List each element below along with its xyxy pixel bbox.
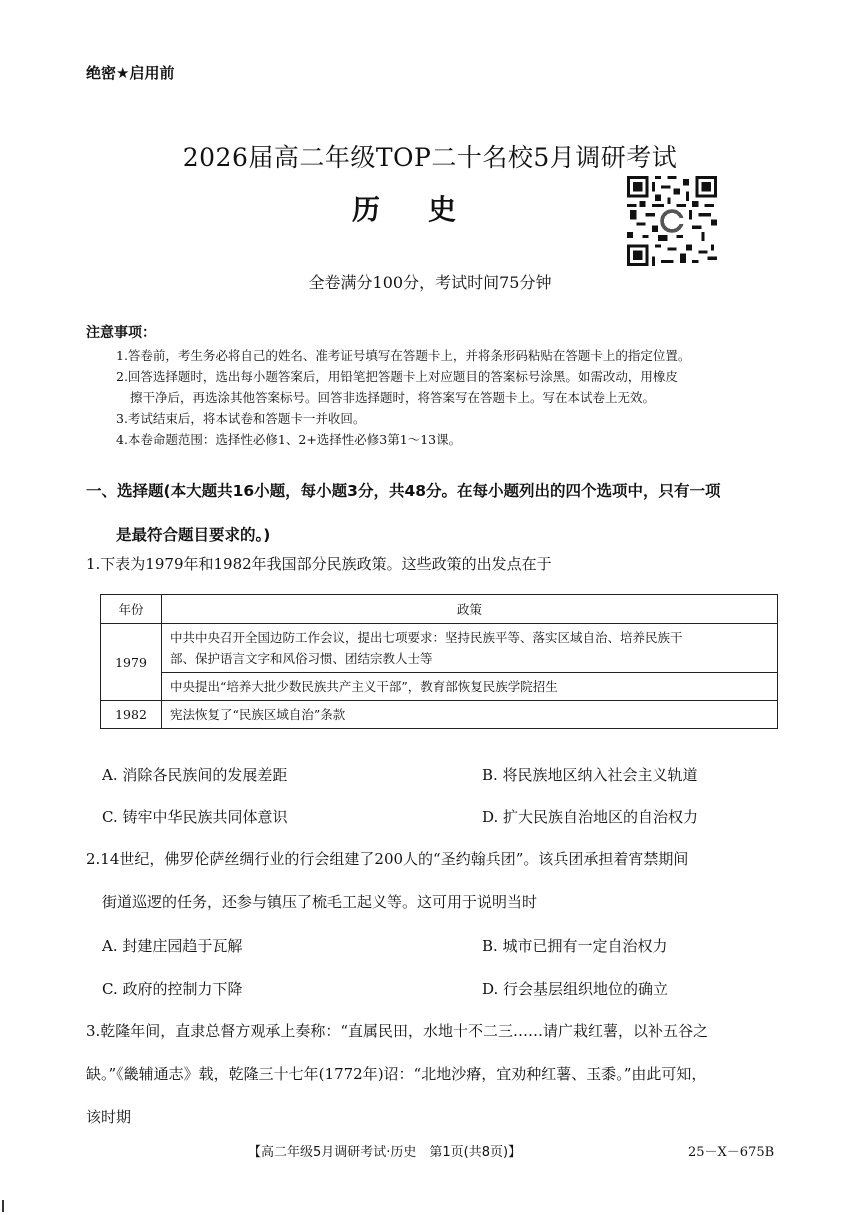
notice-item: 4.本卷命题范围：选择性必修1、2+选择性必修3第1～13课。 [116, 432, 462, 447]
policy-line: 中共中央召开全国边防工作会议，提出七项要求：坚持民族平等、落实区域自治、培养民族干 [170, 630, 683, 645]
notice-item: 擦干净后，再选涂其他答案标号。回答非选择题时，将答案写在答题卡上。写在本试卷上无效。 [130, 390, 656, 405]
q1-option-d: D. 扩大民族自治地区的自治权力 [482, 808, 699, 826]
table-cell-policy [162, 624, 778, 673]
question-2-stem [86, 838, 786, 924]
question-line: 该时期 [86, 1108, 132, 1126]
paper-code: 25－X－675B [688, 1145, 775, 1160]
score-info: 全卷满分100分，考试时间75分钟 [308, 273, 552, 292]
question-line: 缺。”《畿辅通志》载，乾隆三十七年(1772年)诏：“北地沙瘠，宜劝种红薯、玉黍。”由此可知， [86, 1065, 707, 1083]
table-cell-policy: 宪法恢复了“民族区域自治”条款 [162, 701, 778, 729]
subject-char-2: 史 [428, 193, 457, 226]
page-footer: 【高二年级5月调研考试·历史 第1页(共8页)】 [248, 1145, 522, 1160]
q2-option-b: B. 城市已拥有一定自治权力 [482, 937, 668, 955]
table-cell-year: 1979 [101, 624, 162, 701]
question-1-stem: 1.下表为1979年和1982年我国部分民族政策。这些政策的出发点在于 [86, 555, 552, 573]
notice-item: 3.考试结束后，将本试卷和答题卡一并收回。 [116, 411, 366, 426]
question-3-stem [86, 1010, 786, 1139]
question-line: 3.乾隆年间，直隶总督方观承上奏称：“直属民田，水地十不二三……请广栽红薯，以补五谷之 [86, 1022, 708, 1040]
table-header-policy: 政策 [162, 595, 778, 624]
table-row [101, 673, 778, 701]
notice-item: 1.答卷前，考生务必将自己的姓名、准考证号填写在答题卡上，并将条形码粘贴在答题卡上的指定位置。 [116, 348, 691, 363]
subject-title [352, 188, 456, 228]
q1-option-c: C. 铸牢中华民族共同体意识 [102, 808, 288, 826]
section-heading [86, 469, 786, 557]
notice-heading: 注意事项： [86, 325, 156, 341]
q1-option-a: A. 消除各民族间的发展差距 [102, 766, 288, 784]
table-row [101, 624, 778, 673]
q1-option-b: B. 将民族地区纳入社会主义轨道 [482, 766, 698, 784]
q2-option-c: C. 政府的控制力下降 [102, 980, 243, 998]
q2-option-d: D. 行会基层组织地位的确立 [482, 980, 669, 998]
table-cell-policy: 中央提出“培养大批少数民族共产主义干部”，教育部恢复民族学院招生 [162, 673, 778, 701]
policy-line: 部、保护语言文字和风俗习惯、团结宗教人士等 [170, 651, 433, 666]
scan-mark [2, 1200, 4, 1212]
section-heading-line: 一、选择题(本大题共16小题，每小题3分，共48分。在每小题列出的四个选项中，只有一项 [86, 482, 721, 500]
question-line: 2.14世纪，佛罗伦萨丝绸行业的行会组建了200人的“圣约翰兵团”。该兵团承担着宵禁期间 [86, 850, 689, 868]
confidential-label: 绝密★启用前 [86, 64, 175, 82]
qr-code-icon [627, 176, 717, 266]
section-heading-line: 是最符合题目要求的。) [116, 526, 271, 544]
table-row [101, 701, 778, 729]
exam-title: 2026届高二年级TOP二十名校5月调研考试 [182, 143, 678, 172]
table-header-row [101, 595, 778, 624]
q2-option-a: A. 封建庄园趋于瓦解 [102, 937, 243, 955]
policy-table [100, 594, 778, 729]
table-header-year: 年份 [101, 595, 162, 624]
notice-item: 2.回答选择题时，选出每小题答案后，用铅笔把答题卡上对应题目的答案标号涂黑。如需改动，用橡皮 [116, 369, 678, 384]
question-line: 街道巡逻的任务，还参与镇压了梳毛工起义等。这可用于说明当时 [102, 893, 538, 911]
table-cell-year: 1982 [101, 701, 162, 729]
notice-list [116, 345, 781, 450]
subject-char-1: 历 [352, 193, 381, 226]
